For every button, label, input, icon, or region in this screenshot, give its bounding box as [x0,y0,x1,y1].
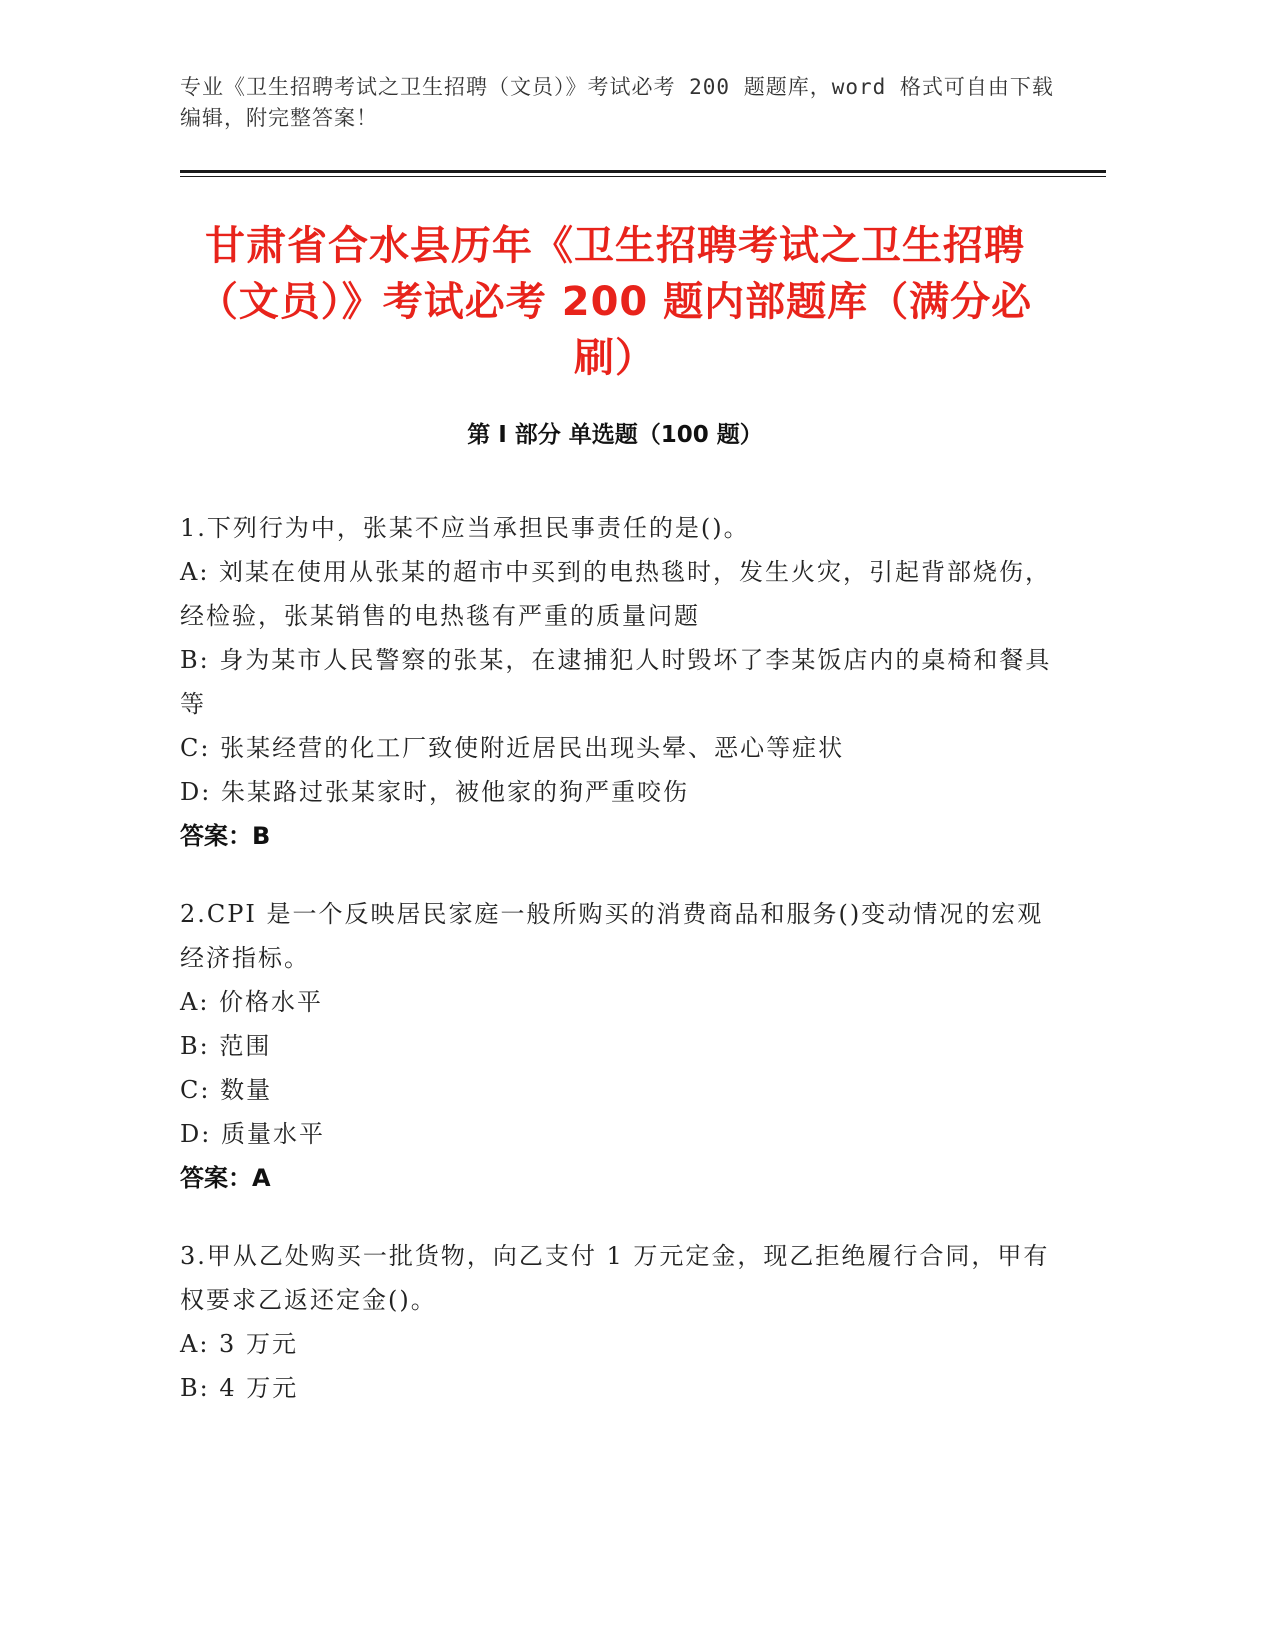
option-a: A: 价格水平 [180,988,324,1016]
question-list [180,506,1060,1444]
header-divider-thick [180,170,1106,173]
option-b: B: 4 万元 [180,1374,299,1402]
answer: 答案：B [180,822,271,850]
document-title: 甘肃省合水县历年《卫生招聘考试之卫生招聘（文员）》考试必考 200 题内部题库（满分必刷） [197,223,1033,381]
header-divider-thin [180,176,1106,177]
option-b: B: 身为某市人民警察的张某，在逮捕犯人时毁坏了李某饭店内的桌椅和餐具等 [180,646,1052,718]
question-stem: 1.下列行为中，张某不应当承担民事责任的是()。 [180,514,750,542]
section-heading: 第 I 部分 单选题（100 题） [467,422,763,448]
question-2 [180,892,1060,1200]
option-c: C: 张某经营的化工厂致使附近居民出现头晕、恶心等症状 [180,734,845,762]
option-d: D: 质量水平 [180,1120,325,1148]
question-1 [180,506,1060,858]
option-b: B: 范围 [180,1032,272,1060]
answer: 答案：A [180,1164,271,1192]
header-note: 专业《卫生招聘考试之卫生招聘（文员）》考试必考 200 题题库，word 格式可自由下载编辑，附完整答案！ [180,75,1054,130]
option-d: D: 朱某路过张某家时，被他家的狗严重咬伤 [180,778,689,806]
question-3 [180,1234,1060,1410]
option-a: A: 3 万元 [180,1330,298,1358]
option-a: A: 刘某在使用从张某的超市中买到的电热毯时，发生火灾，引起背部烧伤，经检验，张某销售的电热毯有严重的质量问题 [180,558,1052,630]
question-stem: 3.甲从乙处购买一批货物，向乙支付 1 万元定金，现乙拒绝履行合同，甲有权要求乙返还定金()。 [180,1242,1050,1314]
option-c: C: 数量 [180,1076,273,1104]
question-stem: 2.CPI 是一个反映居民家庭一般所购买的消费商品和服务()变动情况的宏观经济指标。 [180,900,1044,972]
